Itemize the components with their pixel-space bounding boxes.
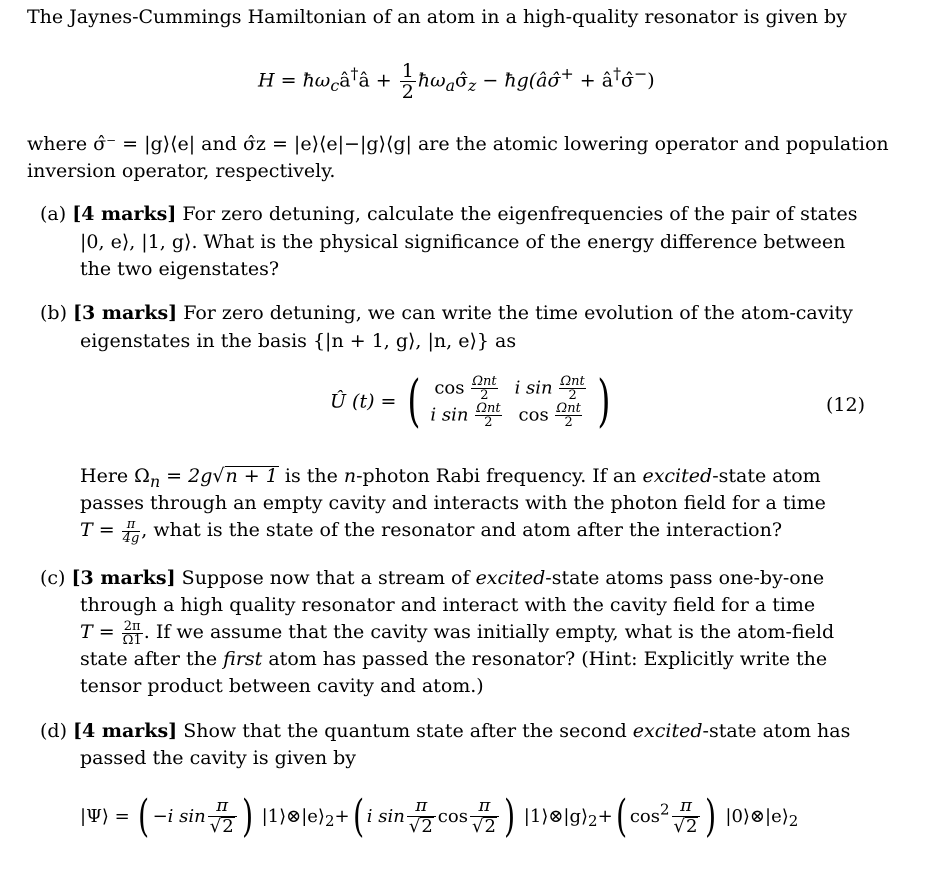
part-b-marks: [3 marks] — [73, 302, 178, 324]
m22-num: Ωnt — [556, 401, 581, 416]
c1b: excited — [475, 567, 546, 589]
b3f: n — [343, 465, 357, 487]
t3: cos — [629, 805, 660, 827]
part-c-marks: [3 marks] — [71, 567, 176, 589]
t2a-den: √2 — [408, 816, 433, 837]
m21-den: 2 — [484, 415, 493, 430]
left-paren: ( — [406, 369, 421, 434]
paren-2-open: ( — [352, 790, 364, 842]
t2b-num: π — [470, 796, 499, 817]
op-a2: â + — [358, 69, 398, 92]
k1: |1⟩⊗|e⟩ — [261, 805, 325, 827]
part-a-text-1: For zero detuning, calculate the eigenfrequencies of the pair of states — [182, 203, 858, 225]
b5b: , what is the state of the resonator and atom after the interaction? — [141, 519, 783, 541]
c3-frac — [122, 620, 143, 647]
unitary-matrix — [424, 375, 592, 429]
m12-den: 2 — [568, 388, 577, 403]
c1a: Suppose now that a stream of — [181, 567, 476, 589]
part-a-label: (a) — [40, 203, 67, 225]
t1-sqrt: 2 — [222, 816, 234, 837]
k3: |0⟩⊗|e⟩ — [725, 805, 789, 827]
c4c: atom has passed the resonator? (Hint: Explicitly write the — [262, 648, 828, 670]
intro-line-1: The Jaynes-Cummings Hamiltonian of an atom in a high-quality resonator is given by — [27, 6, 847, 28]
paren-3-open: ( — [615, 790, 627, 842]
paren-2-close: ) — [503, 790, 516, 842]
m12-fn: i sin — [514, 377, 553, 399]
matrix-21 — [424, 402, 508, 429]
t2b-den: √2 — [471, 816, 496, 837]
m21-frac — [475, 402, 501, 429]
part-d-label: (d) — [40, 720, 67, 742]
plus-1: + — [334, 805, 350, 827]
m11-frac — [471, 375, 497, 402]
b3i: -state atom — [712, 465, 821, 487]
m11-num: Ωnt — [472, 374, 497, 389]
part-b-line-5 — [80, 517, 782, 545]
t1-num: π — [208, 796, 237, 817]
sub-z: z — [468, 76, 477, 96]
m12-frac — [559, 375, 585, 402]
c3-den: Ω1 — [122, 632, 142, 648]
m21-fn: i sin — [430, 404, 469, 426]
m22-frac — [555, 402, 581, 429]
b3h: excited — [642, 465, 713, 487]
matrix-22 — [509, 402, 593, 429]
sup-minus: − — [633, 64, 648, 83]
part-b-line-1 — [40, 300, 853, 328]
matrix-12 — [509, 375, 593, 402]
sub-c: c — [330, 76, 340, 96]
op-a: â — [339, 69, 351, 92]
part-d-line-1 — [40, 718, 850, 746]
t3-sup: 2 — [660, 800, 670, 819]
sup-plus: + — [560, 64, 574, 83]
equation-number: (12) — [826, 394, 866, 416]
t3-den: √2 — [673, 816, 698, 837]
t2a-num: π — [407, 796, 436, 817]
d1b: excited — [632, 720, 703, 742]
c4b: first — [223, 648, 263, 670]
b5-num: π — [122, 518, 141, 532]
t2b-frac — [470, 796, 499, 837]
part-a-line-2: |0, e⟩, |1, g⟩. What is the physical significance of the energy difference between — [80, 231, 846, 253]
term3d: ) — [647, 69, 655, 92]
part-c-line-4 — [80, 646, 827, 674]
c3-num: 2π — [122, 620, 143, 634]
b3d: n + 1 — [225, 465, 278, 487]
dagger2: † — [613, 64, 621, 83]
matrix-11 — [424, 375, 508, 402]
b5-frac — [122, 518, 141, 545]
term2b: σ̂ — [455, 69, 469, 92]
t2a: i sin — [366, 805, 405, 827]
t2a-sqrt: 2 — [421, 816, 433, 837]
k2: |1⟩⊗|g⟩ — [523, 805, 589, 827]
intro-line-2: where σ̂⁻ = |g⟩⟨e| and σ̂z = |e⟩⟨e|−|g⟩⟨g| are the atomic lowering operator and population — [27, 133, 889, 155]
part-c-label: (c) — [40, 567, 66, 589]
term3c: σ̂ — [620, 69, 634, 92]
hamiltonian-lhs: H = ħω — [258, 69, 331, 92]
part-c-line-3 — [80, 619, 834, 647]
c1c: -state atoms pass one-by-one — [545, 567, 825, 589]
k3-sub: 2 — [788, 812, 799, 831]
part-c-line-1 — [40, 565, 824, 593]
k1-sub: 2 — [324, 812, 335, 831]
part-a-line-1 — [40, 201, 858, 229]
intro-line-3: inversion operator, respectively. — [27, 160, 336, 182]
right-paren: ) — [597, 369, 611, 434]
b5-den: 4g — [122, 530, 140, 546]
part-b-text-1: For zero detuning, we can write the time evolution of the atom-cavity — [183, 302, 853, 324]
sub-a: a — [445, 76, 456, 96]
part-b-label: (b) — [40, 302, 67, 324]
hamiltonian-equation — [258, 60, 655, 102]
b3g: -photon Rabi frequency. If an — [356, 465, 643, 487]
frac-den: 2 — [401, 80, 414, 103]
term3: − ħg(âσ̂ — [476, 69, 561, 92]
unitary-equation — [330, 369, 615, 434]
psi-equation — [80, 790, 799, 842]
m22-fn: cos — [518, 404, 549, 426]
b3b: n — [149, 471, 161, 491]
part-a-marks: [4 marks] — [72, 203, 177, 225]
t1-den: √2 — [209, 816, 234, 837]
c3a: T = — [80, 621, 121, 643]
dagger: † — [350, 64, 359, 83]
t3-frac — [672, 796, 701, 837]
paren-1-open: ( — [138, 790, 150, 842]
unitary-lhs: Û (t) = — [330, 390, 397, 413]
k2-sub: 2 — [588, 812, 598, 831]
part-b-line-2: eigenstates in the basis {|n + 1, g⟩, |n, e⟩} as — [80, 330, 517, 352]
frac-num: 1 — [401, 59, 414, 82]
c4a: state after the — [80, 648, 224, 670]
part-d-marks: [4 marks] — [73, 720, 178, 742]
t3-num: π — [672, 796, 701, 817]
d1c: -state atom has — [702, 720, 851, 742]
part-b-line-3: Here $\Omega_n = 2g√n + 1$ is the n-photon Rabi frequency. If an excited-state atom — [80, 465, 821, 491]
t2a-frac — [407, 796, 436, 837]
b5a: T = — [80, 519, 121, 541]
b3e: is the — [278, 465, 344, 487]
m22-den: 2 — [564, 415, 573, 430]
part-a-line-3: the two eigenstates? — [80, 258, 280, 280]
b3a: Here Ω — [80, 465, 150, 487]
m21-num: Ωnt — [476, 401, 501, 416]
half-fraction — [400, 61, 416, 102]
m12-num: Ωnt — [560, 374, 585, 389]
part-c-line-5: tensor product between cavity and atom.) — [80, 675, 484, 697]
d1a: Show that the quantum state after the second — [183, 720, 633, 742]
t1: −i sin — [152, 805, 206, 827]
t2b-sqrt: 2 — [484, 816, 496, 837]
term2: ħω — [417, 69, 446, 92]
m11-den: 2 — [480, 388, 489, 403]
plus-2: + — [597, 805, 613, 827]
b3c: = 2g — [160, 465, 213, 487]
part-b-line-4: passes through an empty cavity and interacts with the photon field for a time — [80, 492, 826, 514]
paren-3-close: ) — [705, 790, 717, 842]
t3-sqrt: 2 — [686, 816, 698, 837]
c3b: . If we assume that the cavity was initially empty, what is the atom-field — [143, 621, 835, 643]
t1-frac — [208, 796, 237, 837]
paren-1-close: ) — [241, 790, 253, 842]
part-d-line-2: passed the cavity is given by — [80, 747, 357, 769]
psi-lhs: |Ψ⟩ = — [80, 805, 130, 827]
term3b: + â — [573, 69, 614, 92]
m11-fn: cos — [434, 377, 465, 399]
part-c-line-2: through a high quality resonator and interact with the cavity field for a time — [80, 594, 816, 616]
t2b: cos — [437, 805, 468, 827]
